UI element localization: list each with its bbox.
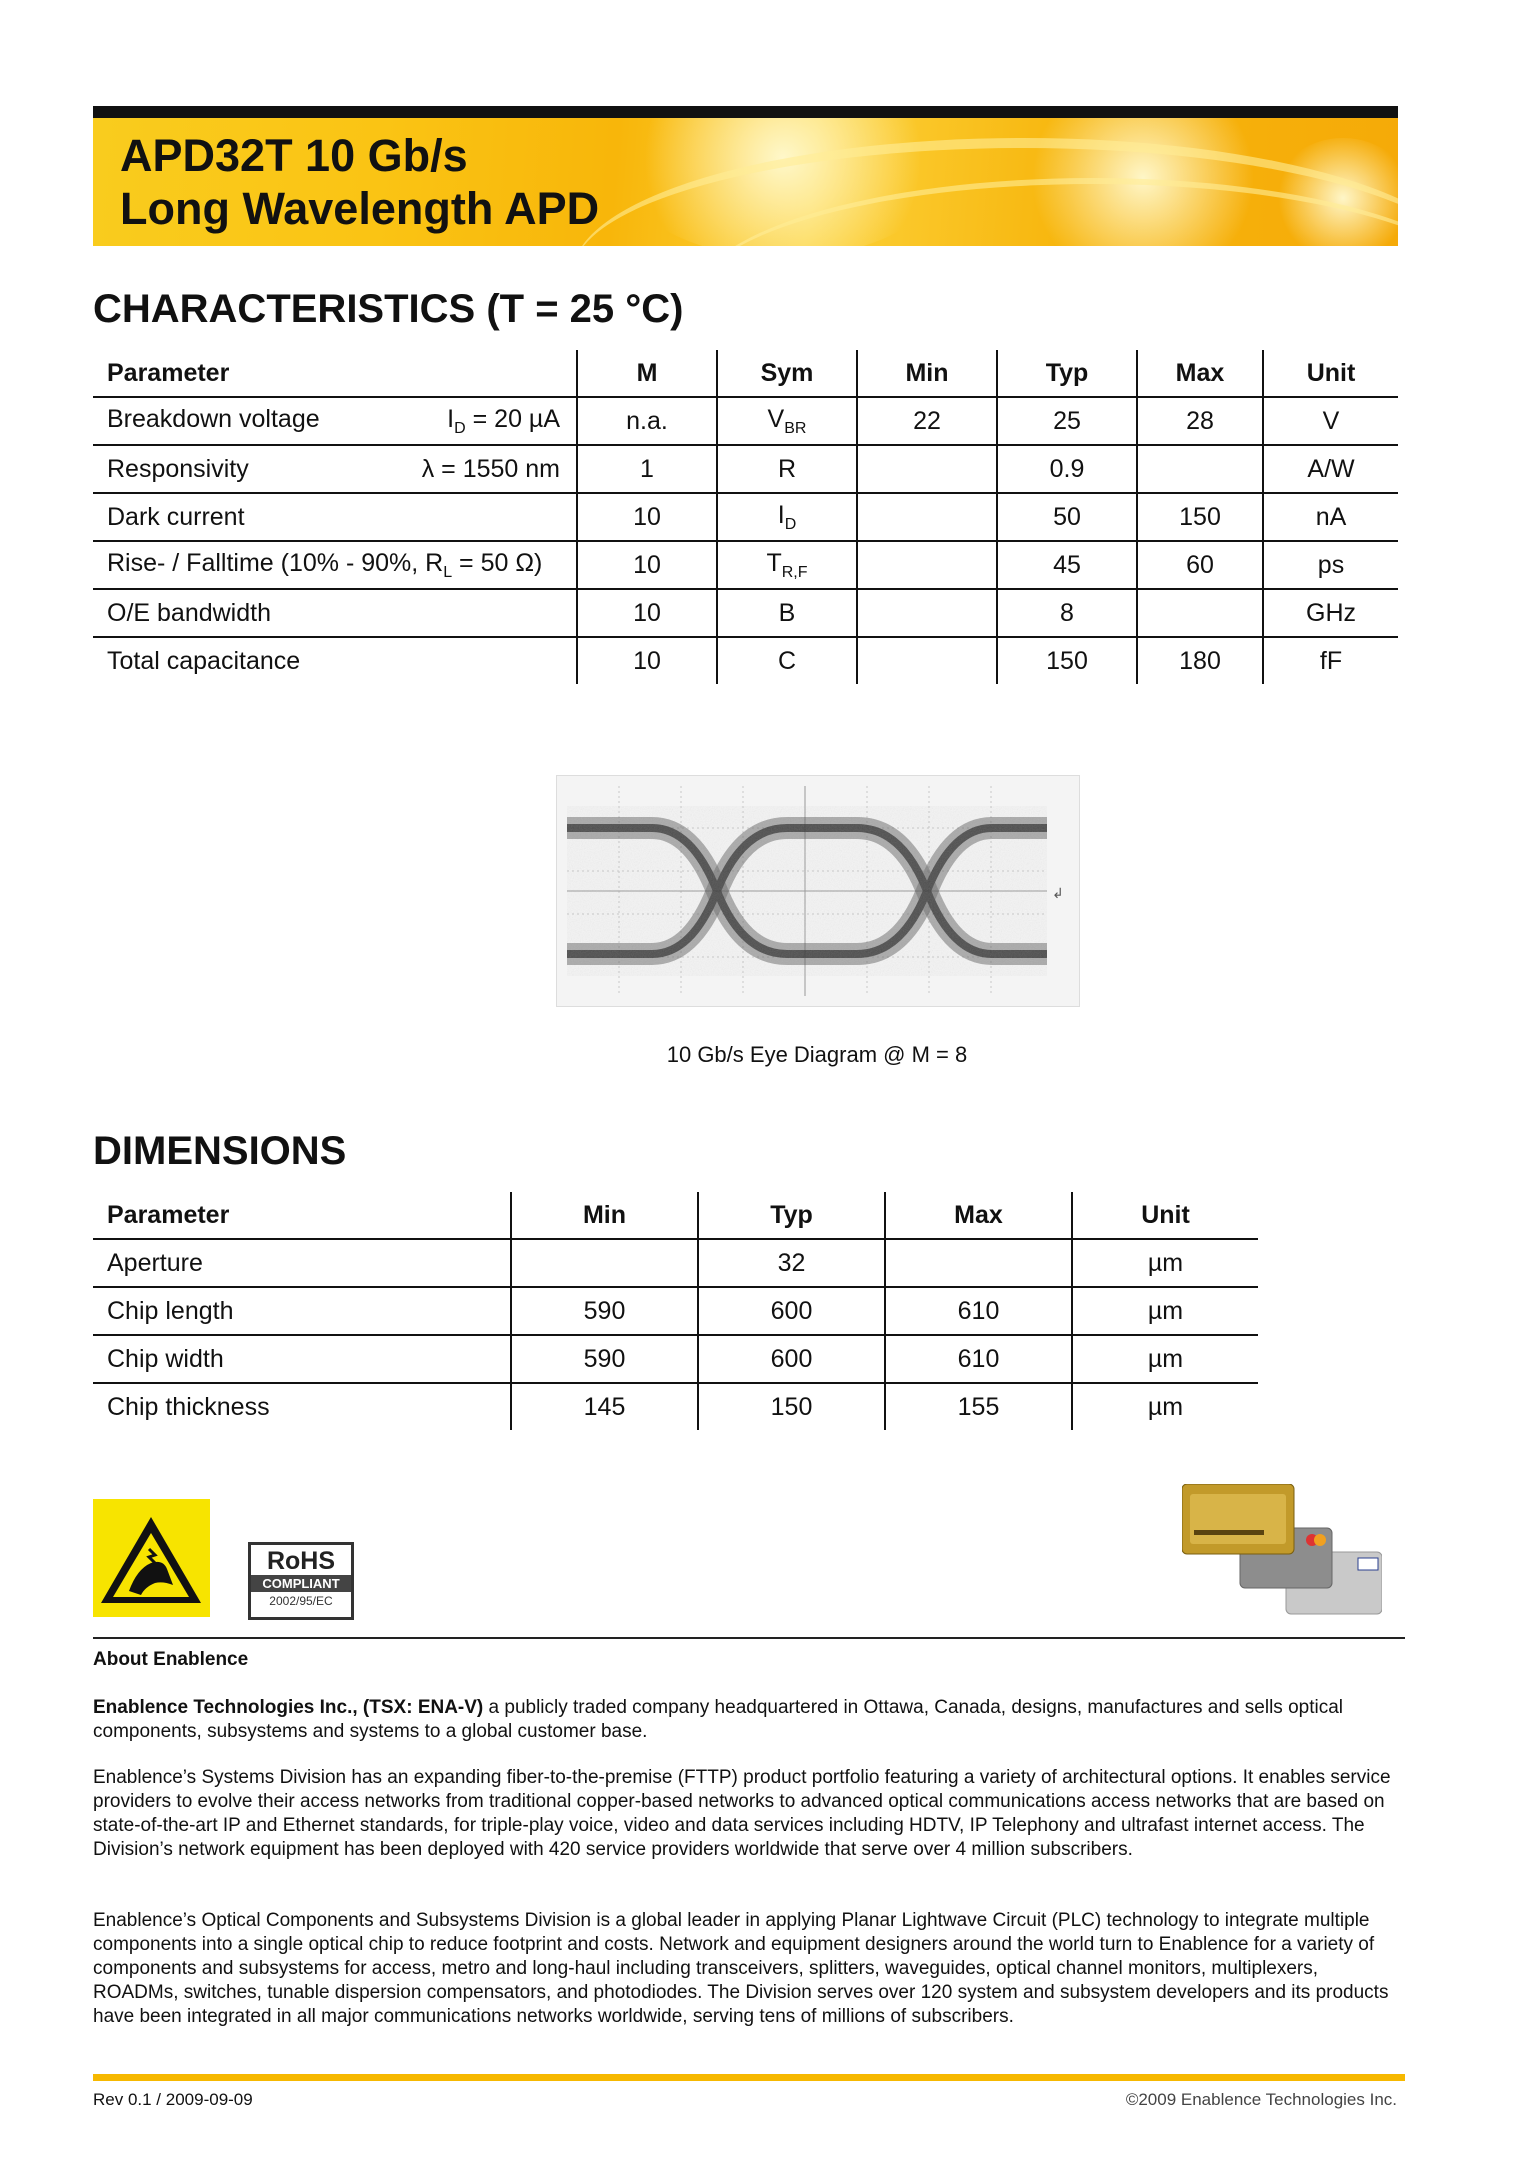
cell-max: 60 xyxy=(1137,541,1263,589)
cell-min xyxy=(857,589,997,637)
col-header-typ: Typ xyxy=(698,1192,885,1239)
cell-m: n.a. xyxy=(577,397,717,445)
about-paragraph-1 xyxy=(93,1696,1405,1744)
col-header-parameter: Parameter xyxy=(93,350,577,397)
cell-max: 28 xyxy=(1137,397,1263,445)
cell-sym: B xyxy=(717,589,857,637)
cell-m: 10 xyxy=(577,637,717,684)
cell-min: 590 xyxy=(511,1287,698,1335)
cell-max: 610 xyxy=(885,1335,1072,1383)
rohs-compliant-label: COMPLIANT xyxy=(251,1575,351,1592)
dimensions-table xyxy=(93,1192,1258,1430)
esd-warning-icon xyxy=(93,1499,210,1617)
cell-sym: $V_{BR}$ xyxy=(717,397,857,445)
cell-max: 610 xyxy=(885,1287,1072,1335)
cell-max: 150 xyxy=(1137,493,1263,541)
cell-min xyxy=(857,445,997,493)
cell-unit: GHz xyxy=(1263,589,1398,637)
cell-unit: A/W xyxy=(1263,445,1398,493)
table-row xyxy=(93,1383,1258,1430)
rohs-directive: 2002/95/EC xyxy=(269,1594,333,1608)
cell-typ: 600 xyxy=(698,1287,885,1335)
cell-typ: 50 xyxy=(997,493,1137,541)
table-row xyxy=(93,637,1398,684)
cell-m: 10 xyxy=(577,589,717,637)
cell-min: 590 xyxy=(511,1335,698,1383)
cell-min xyxy=(857,541,997,589)
cell-unit: µm xyxy=(1072,1239,1258,1287)
cell-unit: µm xyxy=(1072,1287,1258,1335)
table-row xyxy=(93,589,1398,637)
col-header-max: Max xyxy=(1137,350,1263,397)
cell-unit: nA xyxy=(1263,493,1398,541)
table-row xyxy=(93,541,1398,589)
cell-parameter xyxy=(93,397,577,445)
cell-typ: 150 xyxy=(997,637,1137,684)
cell-typ: 150 xyxy=(698,1383,885,1430)
cell-typ: 25 xyxy=(997,397,1137,445)
table-row xyxy=(93,445,1398,493)
cell-max: 155 xyxy=(885,1383,1072,1430)
cell-m: 10 xyxy=(577,541,717,589)
table-row xyxy=(93,1239,1258,1287)
dimensions-heading: DIMENSIONS xyxy=(93,1129,347,1173)
cell-min xyxy=(857,637,997,684)
cell-parameter: Chip length xyxy=(93,1287,511,1335)
parameter-condition: λ = 1550 nm xyxy=(421,454,560,483)
about-paragraph-1-text: a publicly traded company headquartered in Ottawa, Canada, designs, manufactures and sells optical components, subsystems and systems to a global customer base. xyxy=(93,1697,1343,1742)
col-header-m: M xyxy=(577,350,717,397)
about-paragraph-3: Enablence’s Optical Components and Subsystems Division is a global leader in applying Planar Lightwave Circuit (PLC) technology to integrate multiple components into a single optical chip to reduce footprint and costs. Network and equipment designers around the world turn to Enablence for a variety of components and subsystems for access, metro and long-haul including transceivers, splitters, waveguides, optical channel monitors, multiplexers, ROADMs, switches, tunable dispersion compensators, and photodiodes. The Division serves over 120 system and subsystem developers and its products have been integrated in all major communications networks worldwide, serving tens of millions of subscribers. xyxy=(93,1910,1389,2027)
cell-typ: 600 xyxy=(698,1335,885,1383)
cell-typ: 32 xyxy=(698,1239,885,1287)
col-header-min: Min xyxy=(511,1192,698,1239)
cell-parameter xyxy=(93,445,577,493)
cell-m: 1 xyxy=(577,445,717,493)
col-header-unit: Unit xyxy=(1072,1192,1258,1239)
revision-date: Rev 0.1 / 2009-09-09 xyxy=(93,2090,253,2109)
characteristics-heading: CHARACTERISTICS (T = 25 °C) xyxy=(93,287,684,331)
cell-unit: V xyxy=(1263,397,1398,445)
cell-parameter: Aperture xyxy=(93,1239,511,1287)
table-row xyxy=(93,1335,1258,1383)
cell-min: 22 xyxy=(857,397,997,445)
header-top-rule xyxy=(93,106,1398,118)
col-header-parameter: Parameter xyxy=(93,1192,511,1239)
copyright-notice: ©2009 Enablence Technologies Inc. xyxy=(1125,2090,1397,2109)
col-header-max: Max xyxy=(885,1192,1072,1239)
cell-typ: 8 xyxy=(997,589,1137,637)
table-row xyxy=(93,1287,1258,1335)
cell-min xyxy=(857,493,997,541)
cell-sym: C xyxy=(717,637,857,684)
table-header-row xyxy=(93,1192,1258,1239)
rohs-title: RoHS xyxy=(266,1547,336,1575)
cell-parameter: Chip thickness xyxy=(93,1383,511,1430)
cell-parameter: Total capacitance xyxy=(93,637,577,684)
cell-typ: 45 xyxy=(997,541,1137,589)
about-divider xyxy=(93,1637,1405,1639)
about-heading: About Enablence xyxy=(93,1649,249,1670)
characteristics-table xyxy=(93,350,1398,684)
table-header-row xyxy=(93,350,1398,397)
cell-sym: R xyxy=(717,445,857,493)
cell-parameter: O/E bandwidth xyxy=(93,589,577,637)
cell-max xyxy=(1137,589,1263,637)
product-title-line2: Long Wavelength APD xyxy=(120,183,600,234)
footer-bar xyxy=(93,2074,1405,2081)
parameter-name: Responsivity xyxy=(107,454,249,483)
credit-cards-icon xyxy=(1182,1484,1382,1618)
cell-parameter: Dark current xyxy=(93,493,577,541)
cell-parameter: Rise- / Falltime (10% - 90%, $R_L = 50$ Ω) xyxy=(93,541,577,589)
cell-max xyxy=(1137,445,1263,493)
product-title-line1: APD32T 10 Gb/s xyxy=(120,130,468,181)
cell-unit: µm xyxy=(1072,1335,1258,1383)
cell-unit: ps xyxy=(1263,541,1398,589)
cell-unit: µm xyxy=(1147,1392,1184,1421)
cell-sym: $I_D$ xyxy=(717,493,857,541)
col-header-typ: Typ xyxy=(997,350,1137,397)
eye-diagram-caption: 10 Gb/s Eye Diagram @ M = 8 xyxy=(666,1042,968,1067)
cell-sym: $T_{R,F}$ xyxy=(717,541,857,589)
table-row xyxy=(93,397,1398,445)
cell-max: 180 xyxy=(1137,637,1263,684)
col-header-unit: Unit xyxy=(1263,350,1398,397)
parameter-name: Breakdown voltage xyxy=(107,404,320,433)
about-paragraph-2: Enablence’s Systems Division has an expanding fiber-to-the-premise (FTTP) product portfolio featuring a variety of architectural options. It enables service providers to evolve their access networks from traditional copper-based networks to advanced optical communications access networks that are based on state-of-the-art IP and Ethernet standards, for triple-play voice, video and data services including HDTV, IP Telephony and ultrafast internet access. The Division’s network equipment has been deployed with 420 service providers worldwide that serve over 4 million subscribers. xyxy=(93,1767,1391,1860)
svg-text:↲: ↲ xyxy=(1052,885,1064,901)
cell-min: 145 xyxy=(511,1383,698,1430)
cell-max xyxy=(885,1239,1072,1287)
col-header-sym: Sym xyxy=(717,350,857,397)
company-name: Enablence Technologies Inc., (TSX: ENA-V) xyxy=(93,1697,484,1718)
table-row xyxy=(93,493,1398,541)
cell-parameter: Chip width xyxy=(93,1335,511,1383)
cell-unit: fF xyxy=(1319,646,1343,675)
col-header-min: Min xyxy=(857,350,997,397)
eye-diagram-image xyxy=(556,775,1080,1007)
cell-typ: 0.9 xyxy=(997,445,1137,493)
parameter-condition: $I_D = 20$ µA xyxy=(447,404,560,437)
cell-m: 10 xyxy=(577,493,717,541)
cell-min xyxy=(511,1239,698,1287)
rohs-compliant-logo xyxy=(248,1542,354,1620)
